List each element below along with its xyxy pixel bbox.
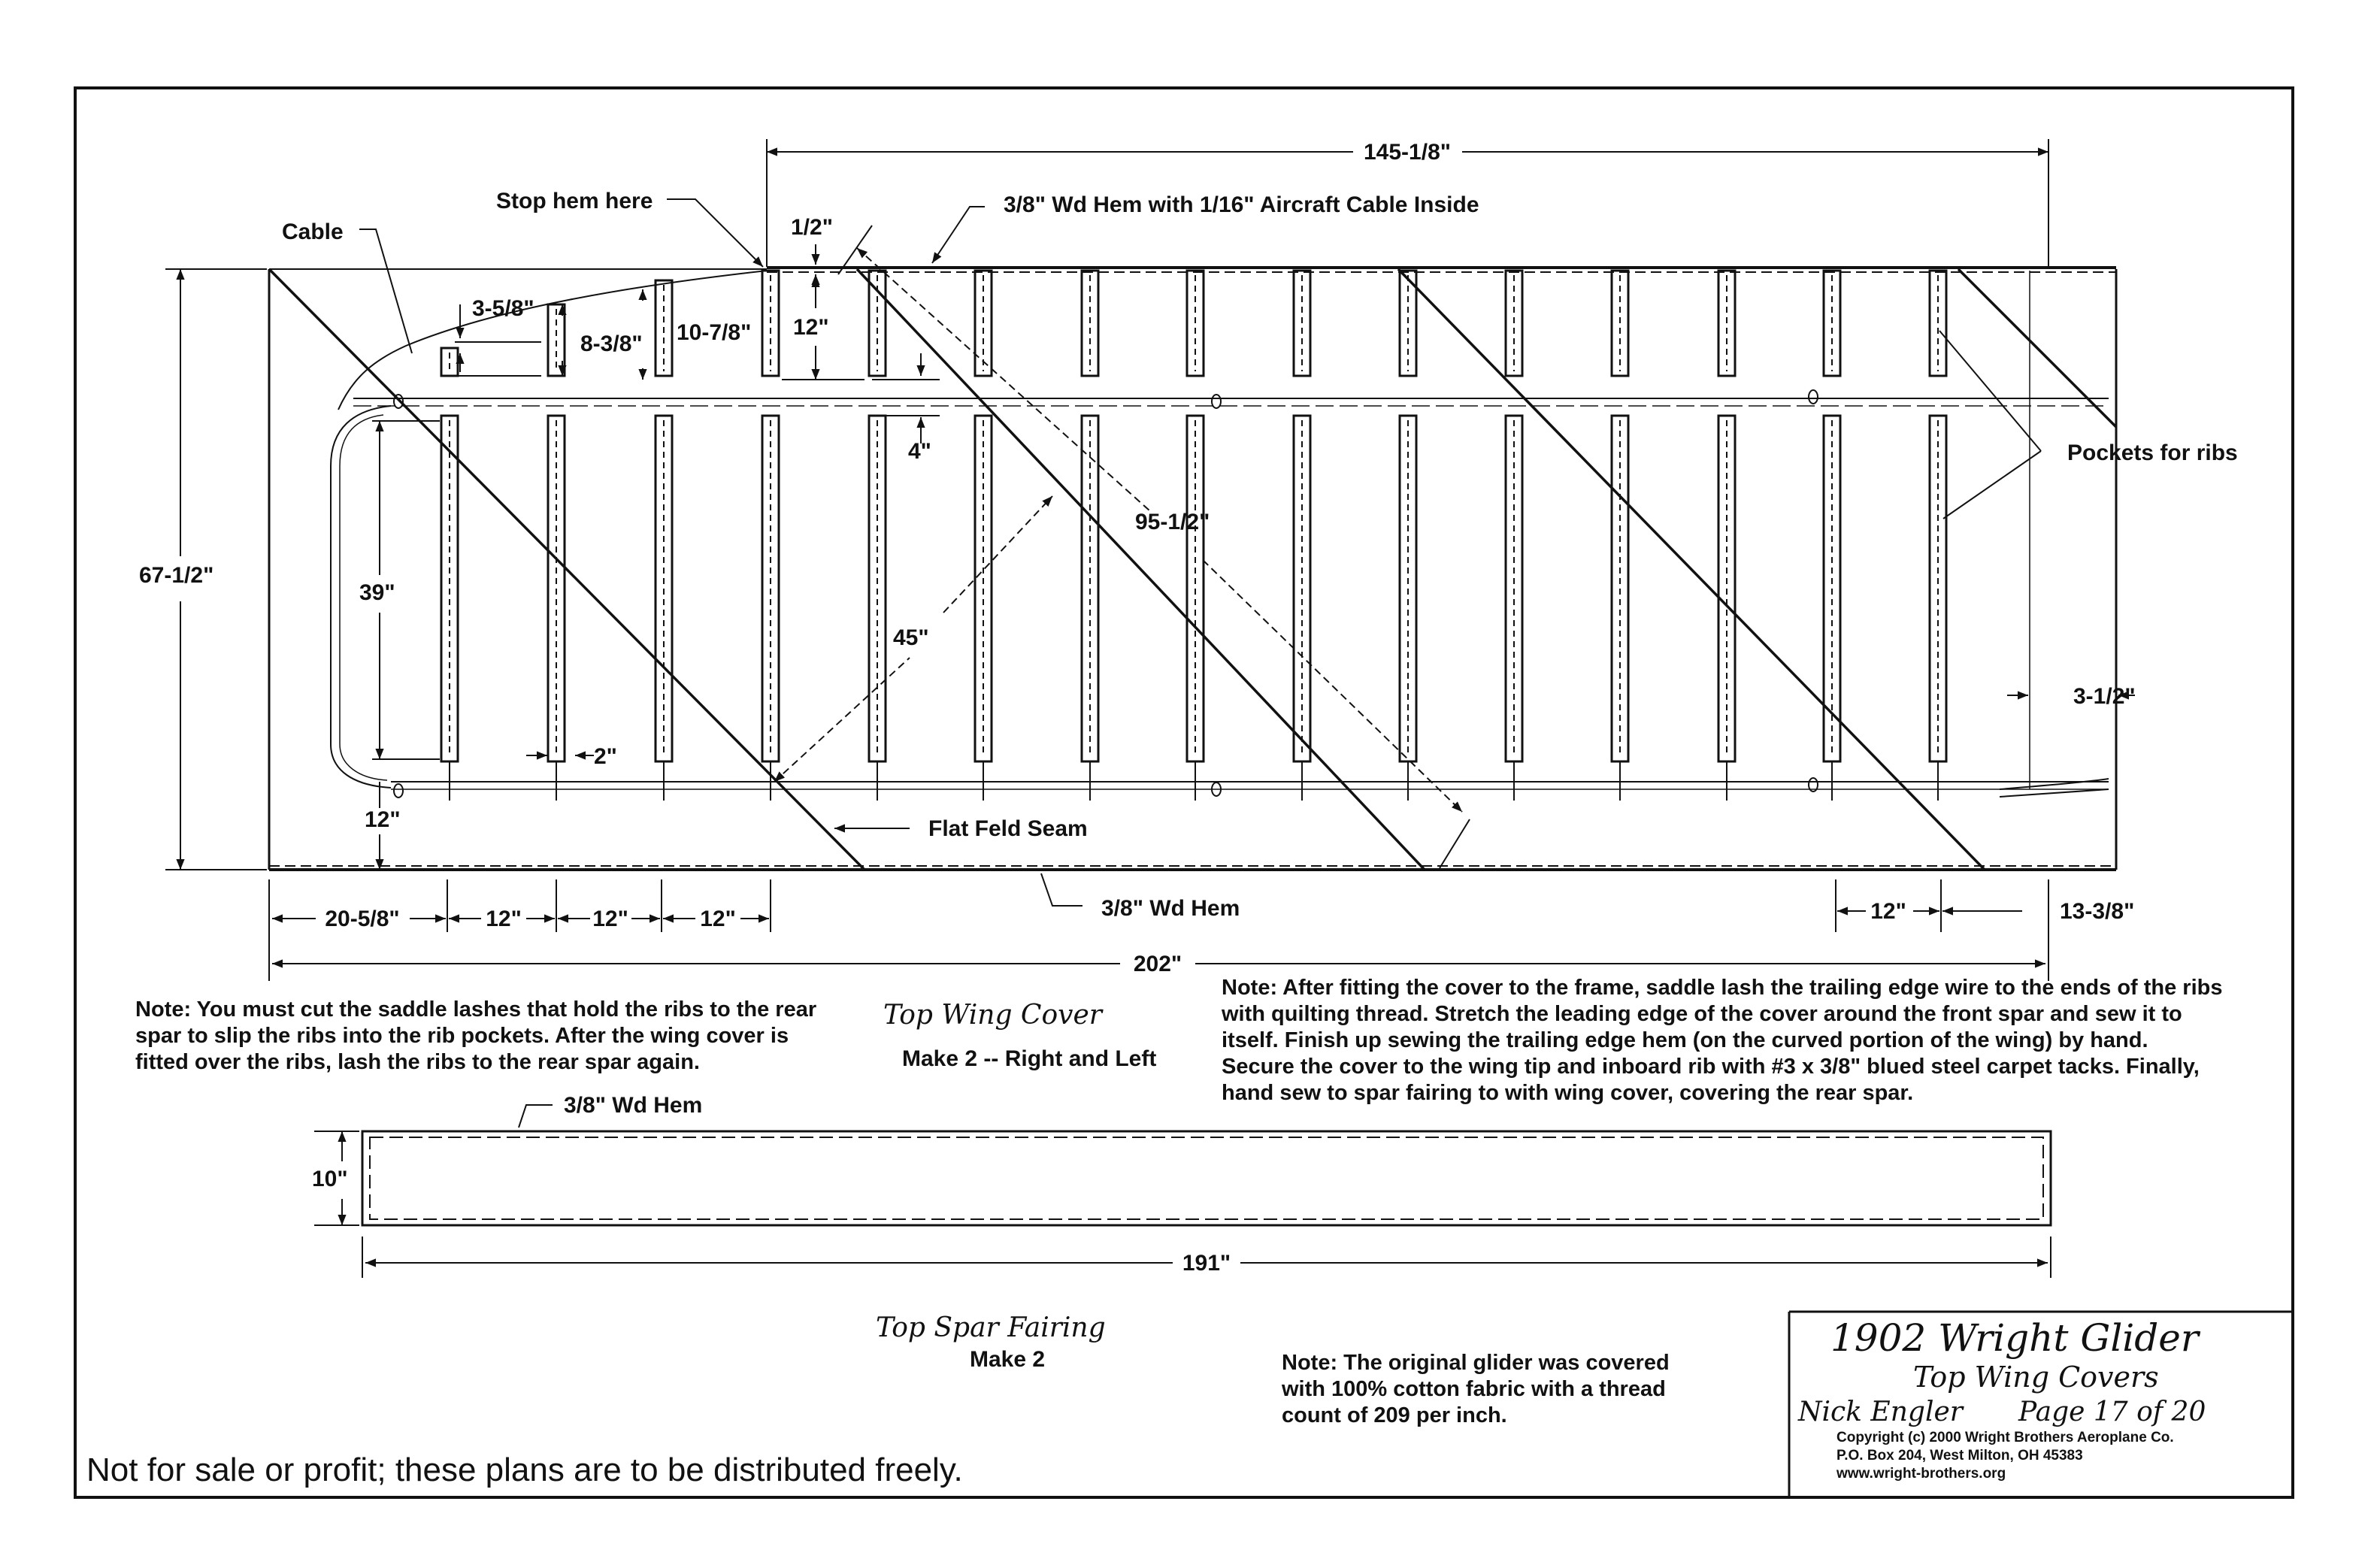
note-right-line3: itself. Finish up sewing the trailing edge hem (on the curved portion of the wing) by hand.: [1222, 1028, 2148, 1052]
fairing-title: Top Spar Fairing: [876, 1312, 1106, 1343]
dim-b-13-3-8: 13-3/8": [2060, 899, 2135, 924]
callout-flat-seam: Flat Feld Seam: [928, 816, 1088, 841]
fairing-height: 10": [312, 1167, 348, 1191]
note-right-line4: Secure the cover to the wing tip and inboard rib with #3 x 3/8" blued steel carpet tacks. Finally,: [1222, 1055, 2200, 1079]
dim-b-12b: 12": [592, 907, 628, 931]
dim-height: 67-1/2": [139, 563, 214, 588]
rib-pocket-rear: [1400, 416, 1416, 761]
rib-pockets-rear: [441, 416, 1946, 761]
dim-4: 4": [908, 439, 931, 464]
callout-bottom-hem: 3/8" Wd Hem: [1101, 896, 1240, 921]
note-right-line5: hand sew to spar fairing to with wing cover, covering the rear spar.: [1222, 1081, 1914, 1105]
fairing-length: 191": [1182, 1251, 1231, 1276]
diagonal-seams: [269, 269, 2116, 870]
rib-pocket-front: [869, 271, 886, 376]
fairing-hem: 3/8" Wd Hem: [564, 1093, 703, 1118]
rib-pocket-front: [1294, 271, 1310, 376]
sheet-border: [75, 88, 2293, 1497]
rib-pocket-rear: [869, 416, 886, 761]
rib-pocket-rear: [1612, 416, 1628, 761]
note-left-line2: spar to slip the ribs into the rib pockets. After the wing cover is: [135, 1024, 789, 1048]
dim-39: 39": [359, 580, 395, 605]
dim-10-7-8: 10-7/8": [677, 320, 752, 345]
rib-pocket-front: [656, 280, 672, 376]
drawing-title: 1902 Wright Glider: [1830, 1316, 2199, 1360]
note-fabric-line2: with 100% cotton fabric with a thread: [1282, 1377, 1666, 1401]
lacing-eyelets: [394, 390, 1818, 798]
rib-pocket-rear: [1824, 416, 1840, 761]
dim-95: 95-1/2": [1135, 510, 1210, 534]
rib-pocket-front: [1082, 271, 1098, 376]
rib-pocket-front: [762, 271, 779, 376]
callout-hem-cable: 3/8" Wd Hem with 1/16" Aircraft Cable Inside: [1004, 192, 1479, 217]
note-fabric-line1: Note: The original glider was covered: [1282, 1351, 1670, 1375]
rib-pocket-rear: [1930, 416, 1946, 761]
rib-pocket-rear: [656, 416, 672, 761]
note-left-line3: fitted over the ribs, lash the ribs to the rear spar again.: [135, 1050, 700, 1074]
rib-pocket-rear: [975, 416, 992, 761]
wing-cover-outline: [269, 268, 2116, 870]
dim-b-12d: 12": [1870, 899, 1906, 924]
rib-pocket-rear: [1082, 416, 1098, 761]
drawing-author: Nick Engler: [1798, 1397, 1963, 1427]
disclaimer: Not for sale or profit; these plans are to be distributed freely.: [86, 1451, 963, 1488]
rib-pockets-front: [441, 271, 1946, 376]
dim-8-3-8: 8-3/8": [580, 331, 643, 356]
callout-cable: Cable: [282, 219, 344, 244]
wing-cover-title: Top Wing Cover: [883, 1000, 1103, 1031]
drawing-subtitle: Top Wing Covers: [1913, 1361, 2159, 1394]
fairing-quantity: Make 2: [970, 1347, 1046, 1372]
rib-pocket-rear: [1506, 416, 1522, 761]
dim-top-span: 145-1/8": [1364, 140, 1451, 165]
dim-half-inch: 1/2": [791, 215, 833, 240]
drawing-page: Page 17 of 20: [2018, 1397, 2206, 1427]
callout-pockets: Pockets for ribs: [2067, 440, 2238, 465]
dim-overall: 202": [1133, 952, 1182, 976]
rib-pocket-rear: [1718, 416, 1735, 761]
rib-pocket-front: [1612, 271, 1628, 376]
rib-pocket-rear: [762, 416, 779, 761]
rib-pocket-rear: [1294, 416, 1310, 761]
dim-2: 2": [594, 744, 617, 769]
wing-cover-quantity: Make 2 -- Right and Left: [902, 1046, 1157, 1071]
rib-pocket-front: [1187, 271, 1204, 376]
dim-12-pocket: 12": [793, 315, 829, 340]
dim-b-12c: 12": [700, 907, 736, 931]
rib-pocket-front: [1930, 271, 1946, 376]
rib-pocket-rear: [548, 416, 565, 761]
rib-pocket-rear: [441, 416, 458, 761]
rib-pocket-front: [1506, 271, 1522, 376]
rib-pocket-front: [975, 271, 992, 376]
address: P.O. Box 204, West Milton, OH 45383: [1836, 1448, 2083, 1464]
dim-3-1-2: 3-1/2": [2073, 684, 2136, 709]
rib-pocket-front: [1824, 271, 1840, 376]
website: www.wright-brothers.org: [1836, 1466, 2006, 1482]
callout-stop-hem: Stop hem here: [496, 189, 653, 213]
note-right-line2: with quilting thread. Stretch the leading edge of the cover around the front spar and sew it to: [1222, 1002, 2182, 1026]
dim-45: 45": [893, 625, 929, 650]
rib-pocket-front: [441, 348, 458, 376]
dim-3-5-8: 3-5/8": [472, 296, 534, 321]
note-left-line1: Note: You must cut the saddle lashes that hold the ribs to the rear: [135, 997, 817, 1022]
note-right-line1: Note: After fitting the cover to the frame, saddle lash the trailing edge wire to the ends of the ribs: [1222, 976, 2223, 1000]
note-fabric-line3: count of 209 per inch.: [1282, 1403, 1507, 1427]
dim-b-12a: 12": [486, 907, 522, 931]
dim-b-20-5-8: 20-5/8": [325, 907, 400, 931]
copyright: Copyright (c) 2000 Wright Brothers Aeroplane Co.: [1836, 1430, 2174, 1445]
rib-pocket-front: [1718, 271, 1735, 376]
rib-pocket-rear: [1187, 416, 1204, 761]
dim-12-edge: 12": [365, 807, 401, 832]
